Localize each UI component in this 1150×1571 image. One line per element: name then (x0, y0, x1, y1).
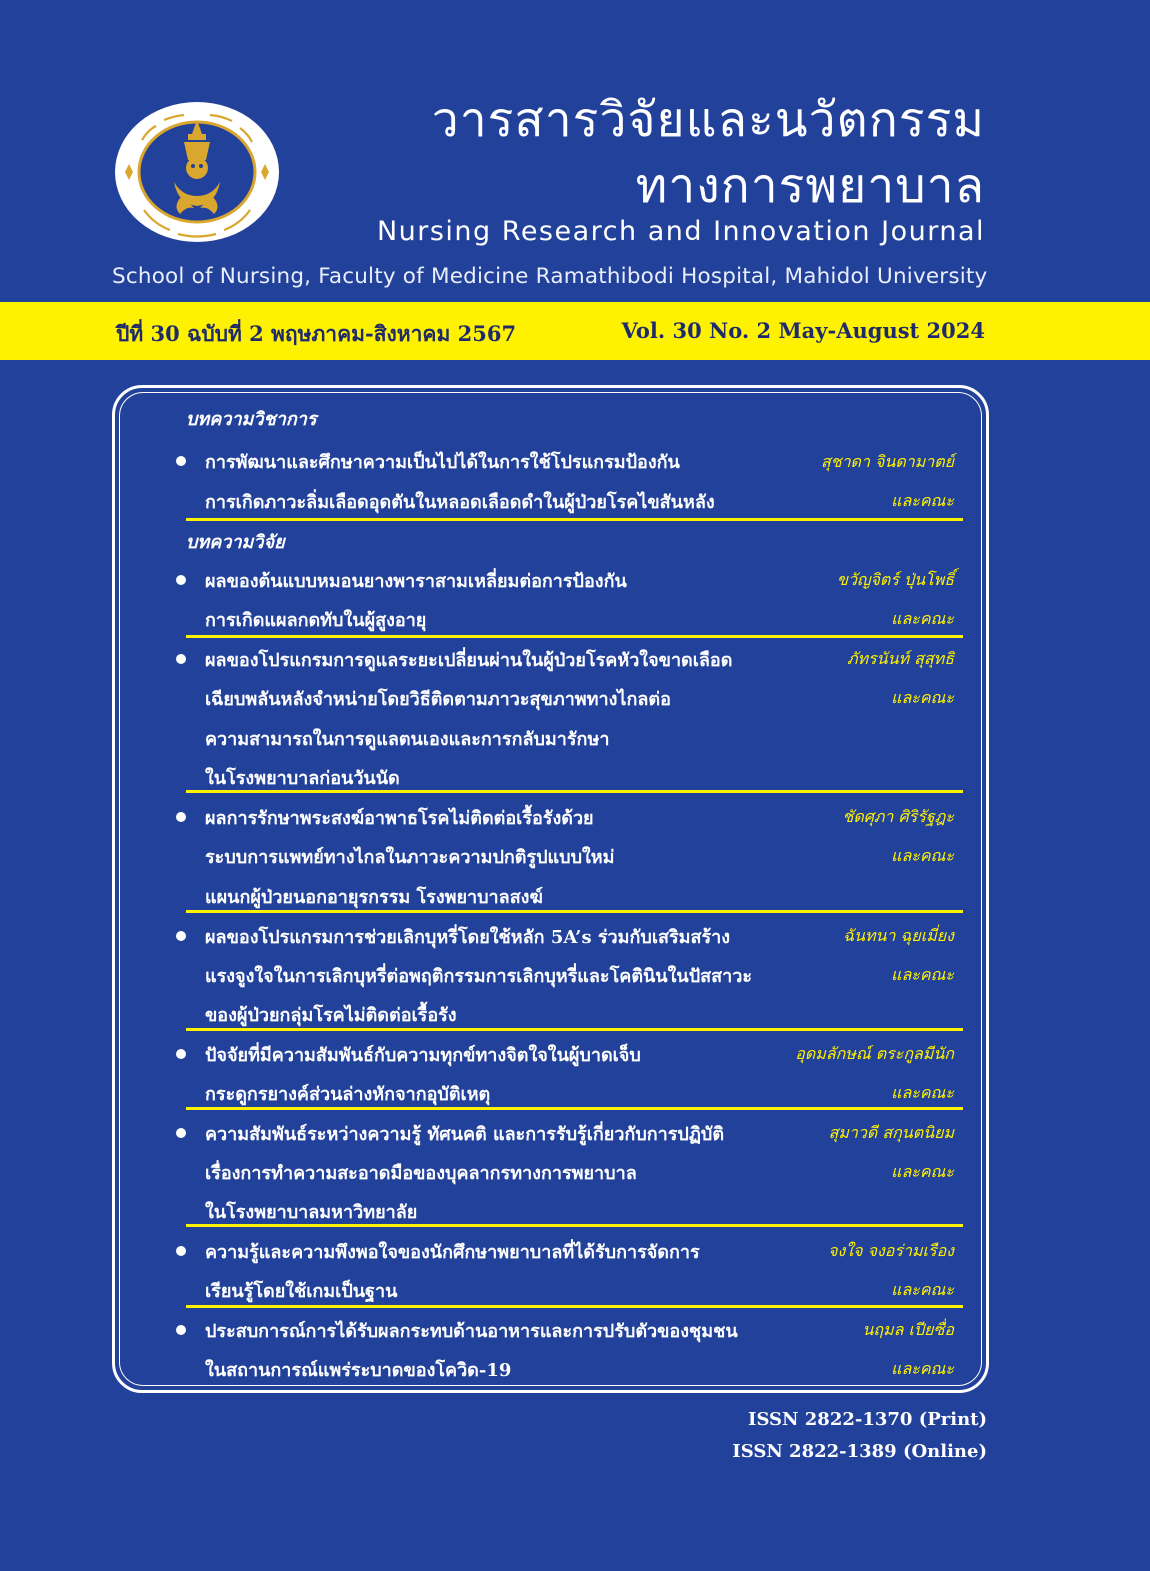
bullet-icon (176, 812, 186, 822)
article-title-line[interactable]: การพัฒนาและศึกษาความเป็นไปได้ในการใช้โปรแกรมป้องกัน (205, 452, 680, 473)
article-author: จงใจ จงอร่ามเรือง (828, 1241, 954, 1260)
article-title-line[interactable]: แรงจูงใจในการเลิกบุหรี่ต่อพฤติกรรมการเลิกบุหรี่และโคตินินในปัสสาวะ (205, 966, 752, 987)
article-etal: และคณะ (891, 688, 954, 707)
article-etal: และคณะ (891, 491, 954, 510)
article-title-line[interactable]: ในสถานการณ์แพร่ระบาดของโควิด-19 (205, 1360, 512, 1381)
article-title-line[interactable]: ในโรงพยาบาลก่อนวันนัด (205, 768, 400, 789)
article-separator (186, 518, 963, 521)
article-title-line[interactable]: ผลของโปรแกรมการดูแลระยะเปลี่ยนผ่านในผู้ป่วยโรคหัวใจขาดเลือด (205, 650, 733, 671)
article-separator (186, 1028, 963, 1031)
article-etal: และคณะ (891, 1162, 954, 1181)
bullet-icon (176, 1325, 186, 1335)
thai-journal-title-line2: ทางการพยาบาล (635, 158, 985, 214)
article-title-line[interactable]: เรียนรู้โดยใช้เกมเป็นฐาน (205, 1281, 398, 1302)
issue-thai: ปีที่ 30 ฉบับที่ 2 พฤษภาคม-สิงหาคม 2567 (116, 321, 517, 346)
issn-online: ISSN 2822-1389 (Online) (732, 1441, 987, 1462)
bullet-icon (176, 654, 186, 664)
article-separator (186, 790, 963, 793)
article-author: สุมาวดี สกุนตนิยม (828, 1123, 954, 1142)
issue-english: Vol. 30 No. 2 May-August 2024 (621, 318, 985, 343)
issn-print: ISSN 2822-1370 (Print) (748, 1409, 987, 1430)
section-heading-academic: บทความวิชาการ (186, 409, 317, 430)
article-title-line[interactable]: ความสัมพันธ์ระหว่างความรู้ ทัศนคติ และการรับรู้เกี่ยวกับการปฏิบัติ (205, 1124, 725, 1145)
school-affiliation: School of Nursing, Faculty of Medicine Ramathibodi Hospital, Mahidol University (112, 264, 988, 289)
article-author: ฉันทนา ฉุยเมี่ยง (843, 926, 954, 945)
article-etal: และคณะ (891, 1280, 954, 1299)
article-etal: และคณะ (891, 965, 954, 984)
bullet-icon (176, 575, 186, 585)
article-title-line[interactable]: กระดูกรยางค์ส่วนล่างหักจากอุบัติเหตุ (205, 1084, 491, 1105)
article-title-line[interactable]: ความรู้และความพึงพอใจของนักศึกษาพยาบาลที่ได้รับการจัดการ (205, 1242, 700, 1263)
article-separator (186, 1305, 963, 1308)
article-title-line[interactable]: ของผู้ป่วยกลุ่มโรคไม่ติดต่อเรื้อรัง (205, 1005, 457, 1026)
article-title-line[interactable]: เฉียบพลันหลังจำหน่ายโดยวิธีติดตามภาวะสุขภาพทางไกลต่อ (205, 689, 671, 710)
article-title-line[interactable]: ผลของโปรแกรมการช่วยเลิกบุหรี่โดยใช้หลัก 5A’s ร่วมกับเสริมสร้าง (205, 927, 731, 948)
article-title-line[interactable]: เรื่องการทำความสะอาดมือของบุคลากรทางการพยาบาล (205, 1163, 637, 1184)
section-heading-research: บทความวิจัย (186, 532, 285, 553)
article-title-line[interactable]: แผนกผู้ป่วยนอกอายุรกรรม โรงพยาบาลสงฆ์ (205, 887, 543, 908)
article-separator (186, 1107, 963, 1110)
article-author: อุดมลักษณ์ ตระกูลมีนัก (795, 1044, 954, 1063)
article-title-line[interactable]: ประสบการณ์การได้รับผลกระทบด้านอาหารและการปรับตัวของชุมชน (205, 1321, 738, 1342)
article-etal: และคณะ (891, 1083, 954, 1102)
article-etal: และคณะ (891, 609, 954, 628)
article-title-line[interactable]: ระบบการแพทย์ทางไกลในภาวะความปกติรูปแบบใหม่ (205, 847, 615, 868)
article-title-line[interactable]: ในโรงพยาบาลมหาวิทยาลัย (205, 1202, 418, 1223)
bullet-icon (176, 1049, 186, 1059)
bullet-icon (176, 1128, 186, 1138)
university-seal-logo (112, 100, 282, 245)
bullet-icon (176, 1246, 186, 1256)
article-title-line[interactable]: ผลของต้นแบบหมอนยางพาราสามเหลี่ยมต่อการป้องกัน (205, 571, 627, 592)
article-title-line[interactable]: การเกิดแผลกดทับในผู้สูงอายุ (205, 610, 427, 631)
article-separator (186, 635, 963, 638)
article-etal: และคณะ (891, 846, 954, 865)
article-title-line[interactable]: การเกิดภาวะลิ่มเลือดอุดตันในหลอดเลือดดำในผู้ป่วยโรคไขสันหลัง (205, 492, 715, 513)
article-author: นฤมล เปียซื่อ (862, 1320, 954, 1339)
article-author: สุชาดา จินดามาตย์ (820, 452, 954, 471)
english-journal-title: Nursing Research and Innovation Journal (376, 216, 985, 247)
article-title-line[interactable]: ผลการรักษาพระสงฆ์อาพาธโรคไม่ติดต่อเรื้อรังด้วย (205, 808, 594, 829)
article-author: ภัทรนันท์ สุสุทธิ (846, 649, 954, 668)
article-title-line[interactable]: ความสามารถในการดูแลตนเองและการกลับมารักษา (205, 729, 610, 750)
article-separator (186, 910, 963, 913)
thai-journal-title-line1: วารสารวิจัยและนวัตกรรม (431, 92, 985, 148)
bullet-icon (176, 456, 186, 466)
article-title-line[interactable]: ปัจจัยที่มีความสัมพันธ์กับความทุกข์ทางจิตใจในผู้บาดเจ็บ (205, 1045, 641, 1066)
article-author: ขวัญจิตร์ ปุ่นโพธิ์ (837, 570, 954, 589)
bullet-icon (176, 931, 186, 941)
article-etal: และคณะ (891, 1359, 954, 1378)
article-separator (186, 1224, 963, 1227)
article-author: ชัดศุภา ศิริรัฐฎะ (842, 807, 954, 826)
